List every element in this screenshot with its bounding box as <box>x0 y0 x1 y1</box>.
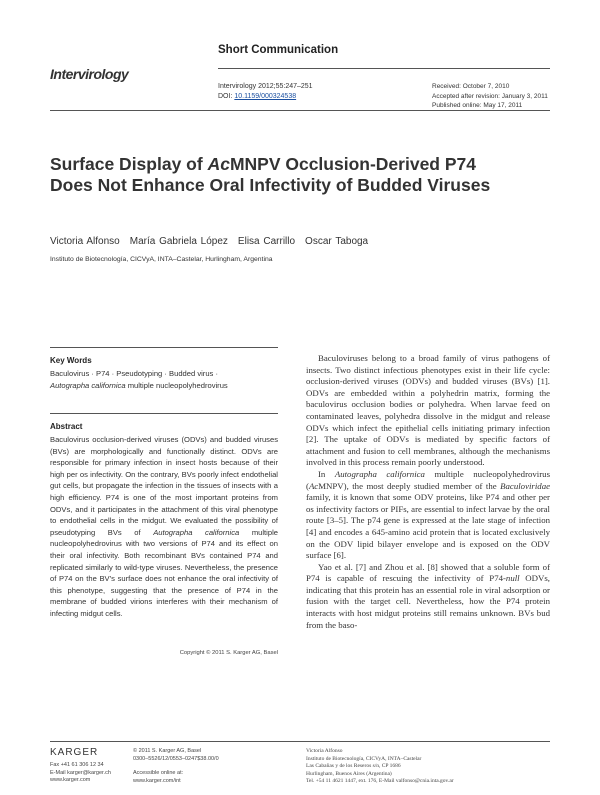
contact-institution: Instituto de Biotecnología, CICVyA, INTA–Castelar <box>306 755 422 762</box>
keywords-rest: multiple nucleopolyhedrovirus <box>125 380 228 390</box>
doi <box>218 92 313 102</box>
footer-copyright: © 2011 S. Karger AG, Basel <box>133 748 202 754</box>
dates-block <box>432 82 548 111</box>
article-title <box>50 154 520 196</box>
author: Elisa Carrillo <box>237 236 296 247</box>
contact-telephone: Tel. +54 11 4621 1447, ext. 176, E-Mail valfonso@cnia.inta.gov.ar <box>306 778 454 784</box>
footer-access-url[interactable]: www.karger.com/int <box>133 777 181 784</box>
affiliation: Instituto de Biotecnología, CICVyA, INTA–Castelar, Hurlingham, Argentina <box>50 256 273 263</box>
doi-label: DOI: <box>218 93 235 100</box>
abstract-heading: Abstract <box>50 422 83 431</box>
publisher-web[interactable]: www.karger.com <box>50 777 91 783</box>
section-label: Short Communication <box>218 44 339 56</box>
p2-it2: Ac <box>308 480 319 491</box>
contact-name: Victoria Alfonso <box>306 748 343 754</box>
correspondence-block <box>306 748 454 786</box>
p2-a: In <box>318 468 335 479</box>
citation-block <box>218 82 313 102</box>
abstract-copyright: Copyright © 2011 S. Karger AG, Basel <box>179 650 278 656</box>
keywords-italic: Autographa californica <box>50 380 126 390</box>
header-rule <box>218 68 550 69</box>
abstract-part1: Baculovirus occlusion-derived viruses (ODVs) and budded viruses (BVs) are morphologically and functionally distinct. ODVs are responsible for primary infection in insect hosts because of their high per os infectivity. On the contrary, BVs poorly infect endothelial gut cells, but propagate the infection in the tissues of insects with a high efficiency. P74 is one of the most important proteins from ODVs, and it participates in the attachment of this viral phenotype to endothelial cells in the midgut. We evaluated the possibility of pseudotyping BVs of <box>50 435 278 537</box>
doi-link[interactable]: 10.1159/000324538 <box>234 93 297 100</box>
citation: Intervirology 2012;55:247–251 <box>218 83 313 90</box>
p2-b: multiple nucleopolyhedrovirus ( <box>306 468 550 491</box>
footer-accessible: Accessible online at: <box>133 770 184 776</box>
journal-logo: Intervirology <box>50 66 129 82</box>
abstract-text <box>50 434 278 620</box>
keywords-line1: Baculovirus · P74 · Pseudotyping · Budded virus · <box>50 369 218 378</box>
keywords-rule <box>50 347 278 348</box>
author: María Gabriela López <box>129 236 228 247</box>
published-date: Published online: May 17, 2011 <box>432 102 523 109</box>
abstract-rule <box>50 413 278 414</box>
p3-a: Yao et al. [7] and Zhou et al. [8] showed that a soluble form of P74 is capable of rescuing the infectivity of P74- <box>306 561 550 584</box>
title-rule <box>50 110 550 111</box>
accepted-date: Accepted after revision: January 3, 2011 <box>432 92 548 100</box>
received-date: Received: October 7, 2010 <box>432 83 510 90</box>
contact-address2: Hurlingham, Buenos Aires (Argentina) <box>306 770 392 777</box>
author: Oscar Taboga <box>305 236 369 247</box>
p2-it3: Baculoviridae <box>500 480 550 491</box>
title-part1: Surface Display of <box>50 154 208 174</box>
author-list <box>50 236 378 247</box>
footer-issn: 0300–5526/12/0553–0247$38.00/0 <box>133 755 219 762</box>
p2-d: family, it is known that some ODV proteins, like P74 and other per os infectivity factors or PIFs, are essential to infect larvae by the oral route [3–5]. The p74 gene is expressed at the late stage of infection [4] and encodes a 645-amino acid protein that is located exclusively on the ODV lipid bilayer envelope and is exposed on the ODV surface [6]. <box>306 492 550 561</box>
p2-c: MNPV), the most deeply studied member of the <box>318 480 501 491</box>
body-paragraph <box>306 469 550 562</box>
abstract-part2: multiple nucleopolyhedrovirus with two versions of P74 and its effect on their oral infectivity. Both recombinant BVs contained P74 and replicated similarly to wild-type viruses. Nevertheless, the presence of P74 on the BV’s surface does not enhance the oral infectivity of this phenotype, suggesting that the presence of P74 in the membrane of budded virions interferes with their mechanism of infecting midgut cells. <box>50 527 278 618</box>
publisher-contact <box>50 762 111 785</box>
contact-address1: Las Cabañas y de los Reseros s/n, CP 1686 <box>306 763 401 769</box>
body-text <box>306 353 550 631</box>
keywords-line2 <box>50 380 278 392</box>
publisher-fax: Fax +41 61 306 12 34 <box>50 762 104 768</box>
publisher-email[interactable]: E-Mail karger@karger.ch <box>50 769 111 776</box>
publisher-logo: KARGER <box>50 747 99 758</box>
title-italic: Ac <box>207 154 230 174</box>
author: Victoria Alfonso <box>50 236 120 247</box>
footer-rule <box>50 741 550 742</box>
p3-b: ODVs, indicating that this protein has an essential role in viral adsorption or fusion with the target cell. Nevertheless, how the P74 protein interacts with host midgut proteins still remains unknown. BVs bud from the baso- <box>306 573 550 630</box>
abstract-italic: Autographa californica <box>153 527 240 537</box>
body-paragraph <box>306 562 550 632</box>
title-part2: MNPV Occlusion-Derived P74 Does Not Enhance Oral Infectivity of Budded Viruses <box>50 154 491 195</box>
p2-it1: Autographa californica <box>334 468 425 479</box>
p3-it: null <box>505 573 520 584</box>
body-paragraph: Baculoviruses belong to a broad family of virus pathogens of insects. Two distinct infectious phenotypes exist in their life cycle: occlusion-derived viruses (ODVs) and budded viruses (BVs) [1]. ODVs are embedded within a polyhedrin matrix, forming the baculovirus occlusion bodies or polyhedra. When larvae feed on contaminated leaves, polyhedra dissolve in the midgut and release ODVs which infect the epithelial cells initiating primary infection [2]. The uptake of ODVs is mediated by specific factors of attachment and fusion to cell membranes, although the mechanisms involved in this process remain poorly understood. <box>306 353 550 468</box>
keywords-text <box>50 368 278 391</box>
keywords-heading: Key Words <box>50 356 92 365</box>
footer-copyright-block <box>133 748 219 785</box>
